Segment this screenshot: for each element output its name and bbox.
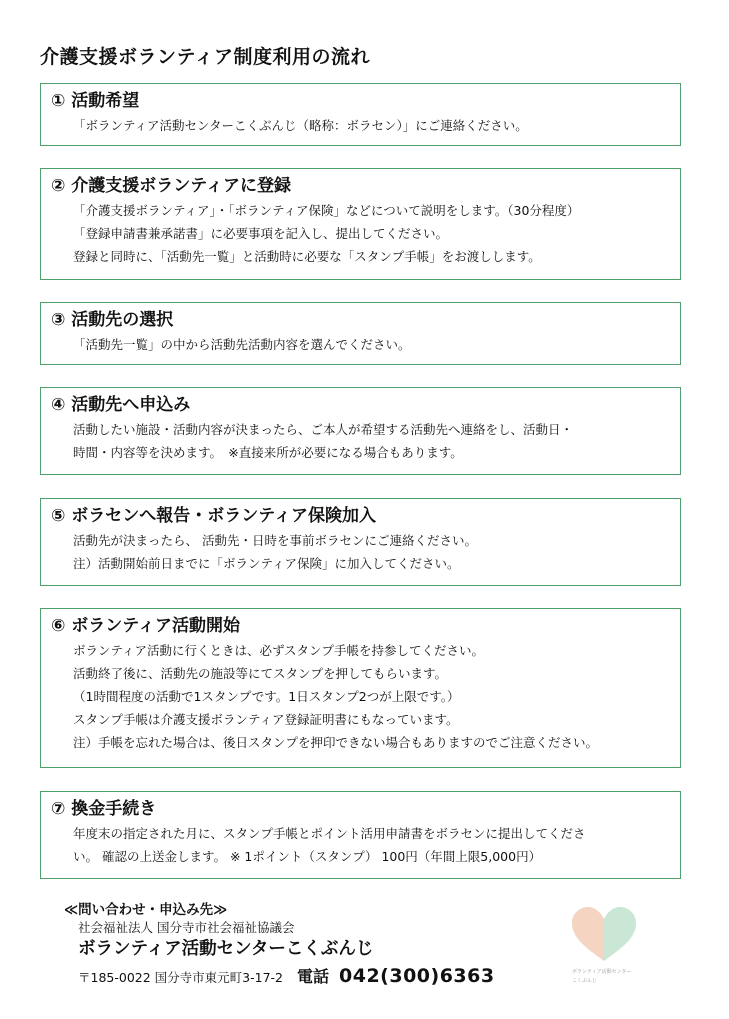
- step-5-box: [40, 498, 681, 586]
- step-3-title: ③ 活動先の選択: [51, 310, 174, 330]
- step-4-title: ④ 活動先へ申込み: [51, 395, 191, 415]
- contact-org: 社会福祉法人 国分寺市社会福祉協議会: [78, 920, 295, 935]
- step-4-box: [40, 387, 681, 475]
- phone-label: 電話: [297, 967, 330, 986]
- phone-number: 042(300)6363: [339, 965, 495, 987]
- step-2-title: ② 介護支援ボランティアに登録: [51, 176, 291, 196]
- step-6-title: ⑥ ボランティア活動開始: [51, 616, 240, 636]
- step-6-line-1: ボランティア活動に行くときは、必ずスタンプ手帳を持参してください。: [73, 643, 485, 658]
- page-title: 介護支援ボランティア制度利用の流れ: [40, 46, 370, 68]
- step-1-box: [40, 83, 681, 146]
- contact-address: 〒185-0022 国分寺市東元町3-17-2: [78, 970, 283, 985]
- step-2-box: [40, 168, 681, 280]
- step-3-line-1: 「活動先一覧」の中から活動先活動内容を選んでください。: [73, 337, 411, 352]
- step-2-line-3: 登録と同時に、「活動先一覧」と活動時に必要な「スタンプ手帳」をお渡しします。: [73, 249, 541, 264]
- center-logo: [568, 905, 640, 985]
- step-5-line-1: 活動先が決まったら、 活動先・日時を事前ボラセンにご連絡ください。: [73, 533, 477, 548]
- logo-text-line-2: こくぶんじ: [572, 978, 598, 984]
- step-2-line-1: 「介護支援ボランティア」・「ボランティア保険」などについて説明をします。（30分程度）: [73, 203, 580, 218]
- step-6-line-2: 活動終了後に、活動先の施設等にてスタンプを押してもらいます。: [73, 666, 448, 681]
- contact-center-name: ボランティア活動センターこくぶんじ: [78, 939, 374, 959]
- step-5-title: ⑤ ボラセンへ報告・ボランティア保険加入: [51, 506, 376, 526]
- step-6-box: [40, 608, 681, 768]
- step-4-line-2: 時間・内容等を決めます。 ※直接来所が必要になる場合もあります。: [73, 445, 463, 460]
- step-7-line-1: 年度末の指定された月に、スタンプ手帳とポイント活用申請書をボラセンに提出してくださ: [73, 826, 586, 841]
- step-2-line-2: 「登録申請書兼承諾書」に必要事項を記入し、提出してください。: [73, 226, 449, 241]
- contact-block: [64, 900, 495, 992]
- step-6-line-5: 注）手帳を忘れた場合は、後日スタンプを押印できない場合もありますのでご注意ください。: [73, 735, 599, 750]
- step-3-box: [40, 302, 681, 365]
- step-6-line-4: スタンプ手帳は介護支援ボランティア登録証明書にもなっています。: [73, 712, 459, 727]
- step-7-title: ⑦ 換金手続き: [51, 799, 157, 819]
- contact-label: ≪問い合わせ・申込み先≫: [64, 902, 228, 918]
- logo-text-line-1: ボランティア活動センター: [572, 969, 632, 975]
- step-6-line-3: （1時間程度の活動で1スタンプです。1日スタンプ2つが上限です。）: [73, 689, 460, 704]
- step-4-line-1: 活動したい施設・活動内容が決まったら、ご本人が希望する活動先へ連絡をし、活動日・: [73, 422, 574, 437]
- step-1-line-1: 「ボランティア活動センターこくぶんじ（略称：ボラセン）」にご連絡ください。: [73, 118, 528, 133]
- contact-address-row: [64, 962, 495, 992]
- step-7-box: [40, 791, 681, 879]
- heart-logo-icon: [568, 905, 640, 967]
- step-5-line-2: 注）活動開始前日までに「ボランティア保険」に加入してください。: [73, 556, 460, 571]
- step-1-title: ① 活動希望: [51, 91, 140, 111]
- step-7-line-2: い。 確認の上送金します。 ※ 1ポイント（スタンプ） 100円（年間上限5,000円）: [73, 849, 542, 864]
